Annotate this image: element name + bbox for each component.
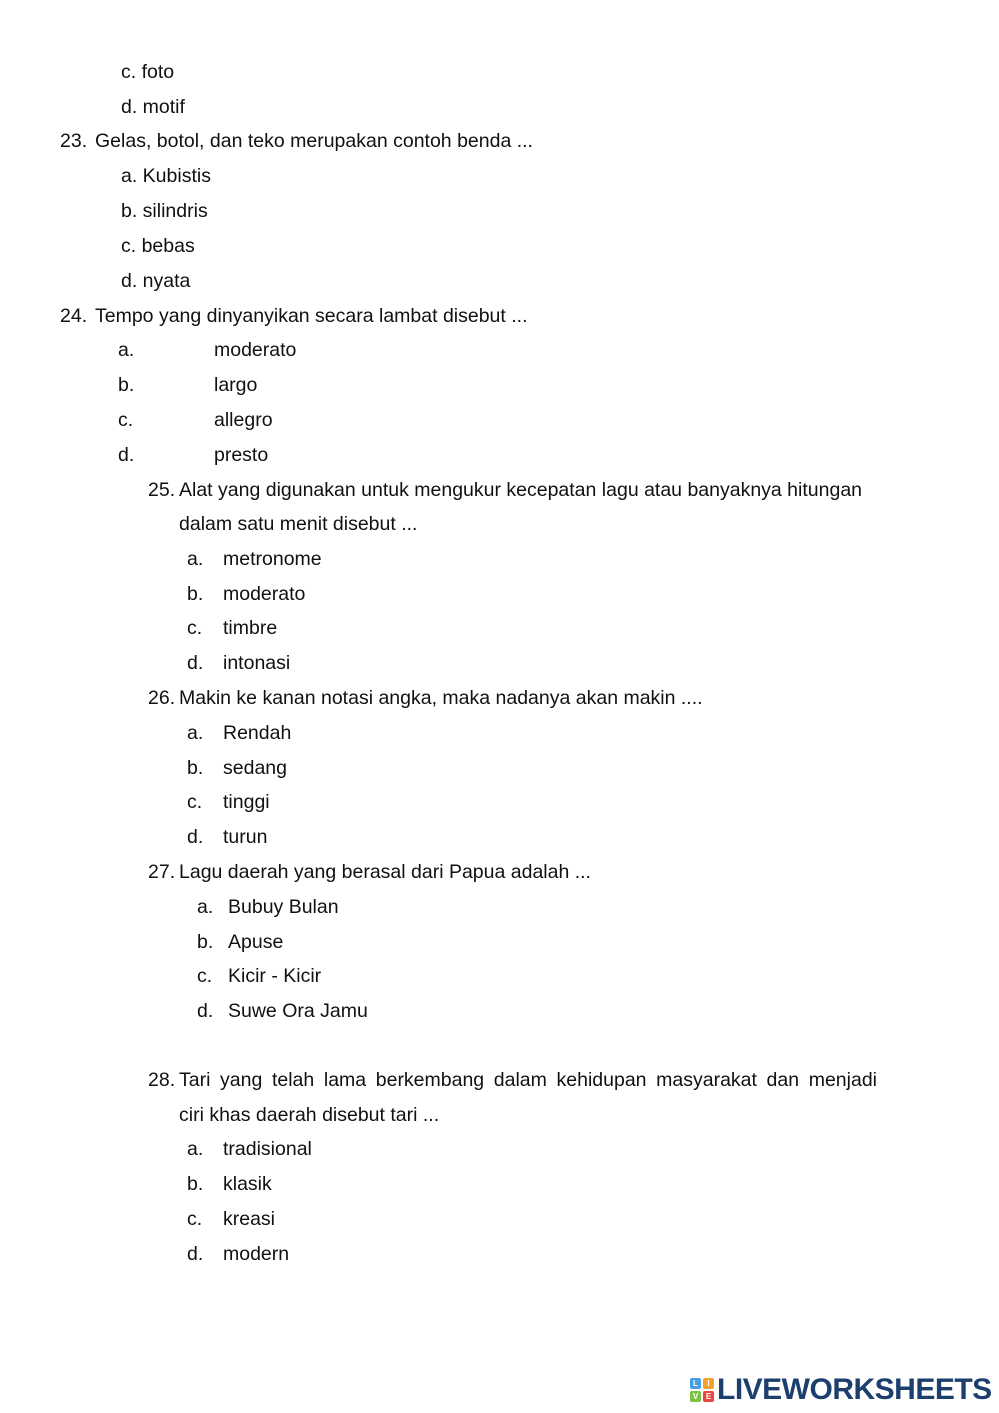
q28-option-b-letter: b. [187, 1173, 204, 1195]
q28-question-line2: ciri khas daerah disebut tari ... [179, 1104, 440, 1126]
q24-option-d-letter: d. [118, 444, 135, 466]
q28-option-c-letter: c. [187, 1208, 203, 1230]
mark-tile-e: E [703, 1391, 714, 1402]
q26-option-c-text: tinggi [223, 791, 270, 813]
q24-option-d-text: presto [214, 444, 269, 466]
q25-option-a-text: metronome [223, 548, 322, 570]
q24-option-a-text: moderato [214, 339, 297, 361]
q25-number: 25. [148, 479, 176, 501]
q27-question: Lagu daerah yang berasal dari Papua adalah ... [179, 861, 591, 883]
q24-question: Tempo yang dinyanyikan secara lambat disebut ... [95, 305, 528, 327]
mark-tile-v: V [690, 1391, 701, 1402]
q26-option-b-letter: b. [187, 757, 204, 779]
q25-option-c-text: timbre [223, 617, 278, 639]
q25-option-a-letter: a. [187, 548, 204, 570]
q25-option-d-letter: d. [187, 652, 204, 674]
q27-option-a-letter: a. [197, 896, 214, 918]
q23-option-b: b. silindris [121, 200, 208, 222]
q23-option-a: a. Kubistis [121, 165, 211, 187]
q22-option-d: d. motif [121, 96, 185, 118]
q27-option-d-text: Suwe Ora Jamu [228, 1000, 368, 1022]
q25-option-b-letter: b. [187, 583, 204, 605]
q26-option-d-letter: d. [187, 826, 204, 848]
q26-option-b-text: sedang [223, 757, 287, 779]
q27-option-c-letter: c. [197, 965, 213, 987]
q27-option-c-text: Kicir - Kicir [228, 965, 322, 987]
q28-option-a-text: tradisional [223, 1138, 312, 1160]
q27-number: 27. [148, 861, 176, 883]
q28-option-a-letter: a. [187, 1138, 204, 1160]
liveworksheets-logo-text: LIVEWORKSHEETS [717, 1373, 992, 1406]
q24-option-b-text: largo [214, 374, 258, 396]
q25-question-line2: dalam satu menit disebut ... [179, 513, 418, 535]
q22-option-c: c. foto [121, 61, 175, 83]
q24-option-a-letter: a. [118, 339, 135, 361]
q24-option-c-letter: c. [118, 409, 134, 431]
q26-option-c-letter: c. [187, 791, 203, 813]
q28-option-d-text: modern [223, 1243, 290, 1265]
q23-option-d: d. nyata [121, 270, 191, 292]
q25-option-d-text: intonasi [223, 652, 291, 674]
q27-option-b-letter: b. [197, 931, 214, 953]
liveworksheets-mark-icon [690, 1378, 714, 1402]
q27-option-b-text: Apuse [228, 931, 284, 953]
q27-option-a-text: Bubuy Bulan [228, 896, 339, 918]
q25-option-c-letter: c. [187, 617, 203, 639]
q25-question-line1: Alat yang digunakan untuk mengukur kecepatan lagu atau banyaknya hitungan [179, 479, 863, 501]
q24-option-c-text: allegro [214, 409, 273, 431]
q28-option-c-text: kreasi [223, 1208, 276, 1230]
liveworksheets-logo [690, 1374, 992, 1406]
q27-option-d-letter: d. [197, 1000, 214, 1022]
q23-question: Gelas, botol, dan teko merupakan contoh benda ... [95, 130, 533, 152]
q24-option-b-letter: b. [118, 374, 135, 396]
q28-number: 28. [148, 1069, 176, 1091]
q26-question: Makin ke kanan notasi angka, maka nadanya akan makin .... [179, 687, 703, 709]
q26-option-d-text: turun [223, 826, 268, 848]
q23-number: 23. [60, 130, 88, 152]
q24-number: 24. [60, 305, 88, 327]
q23-option-c: c. bebas [121, 235, 195, 257]
q28-option-d-letter: d. [187, 1243, 204, 1265]
q28-question-line1: Tari yang telah lama berkembang dalam kehidupan masyarakat dan menjadi [179, 1069, 877, 1091]
mark-tile-i: I [703, 1378, 714, 1389]
q26-number: 26. [148, 687, 176, 709]
q26-option-a-letter: a. [187, 722, 204, 744]
q26-option-a-text: Rendah [223, 722, 292, 744]
q28-option-b-text: klasik [223, 1173, 272, 1195]
mark-tile-l: L [690, 1378, 701, 1389]
q25-option-b-text: moderato [223, 583, 306, 605]
